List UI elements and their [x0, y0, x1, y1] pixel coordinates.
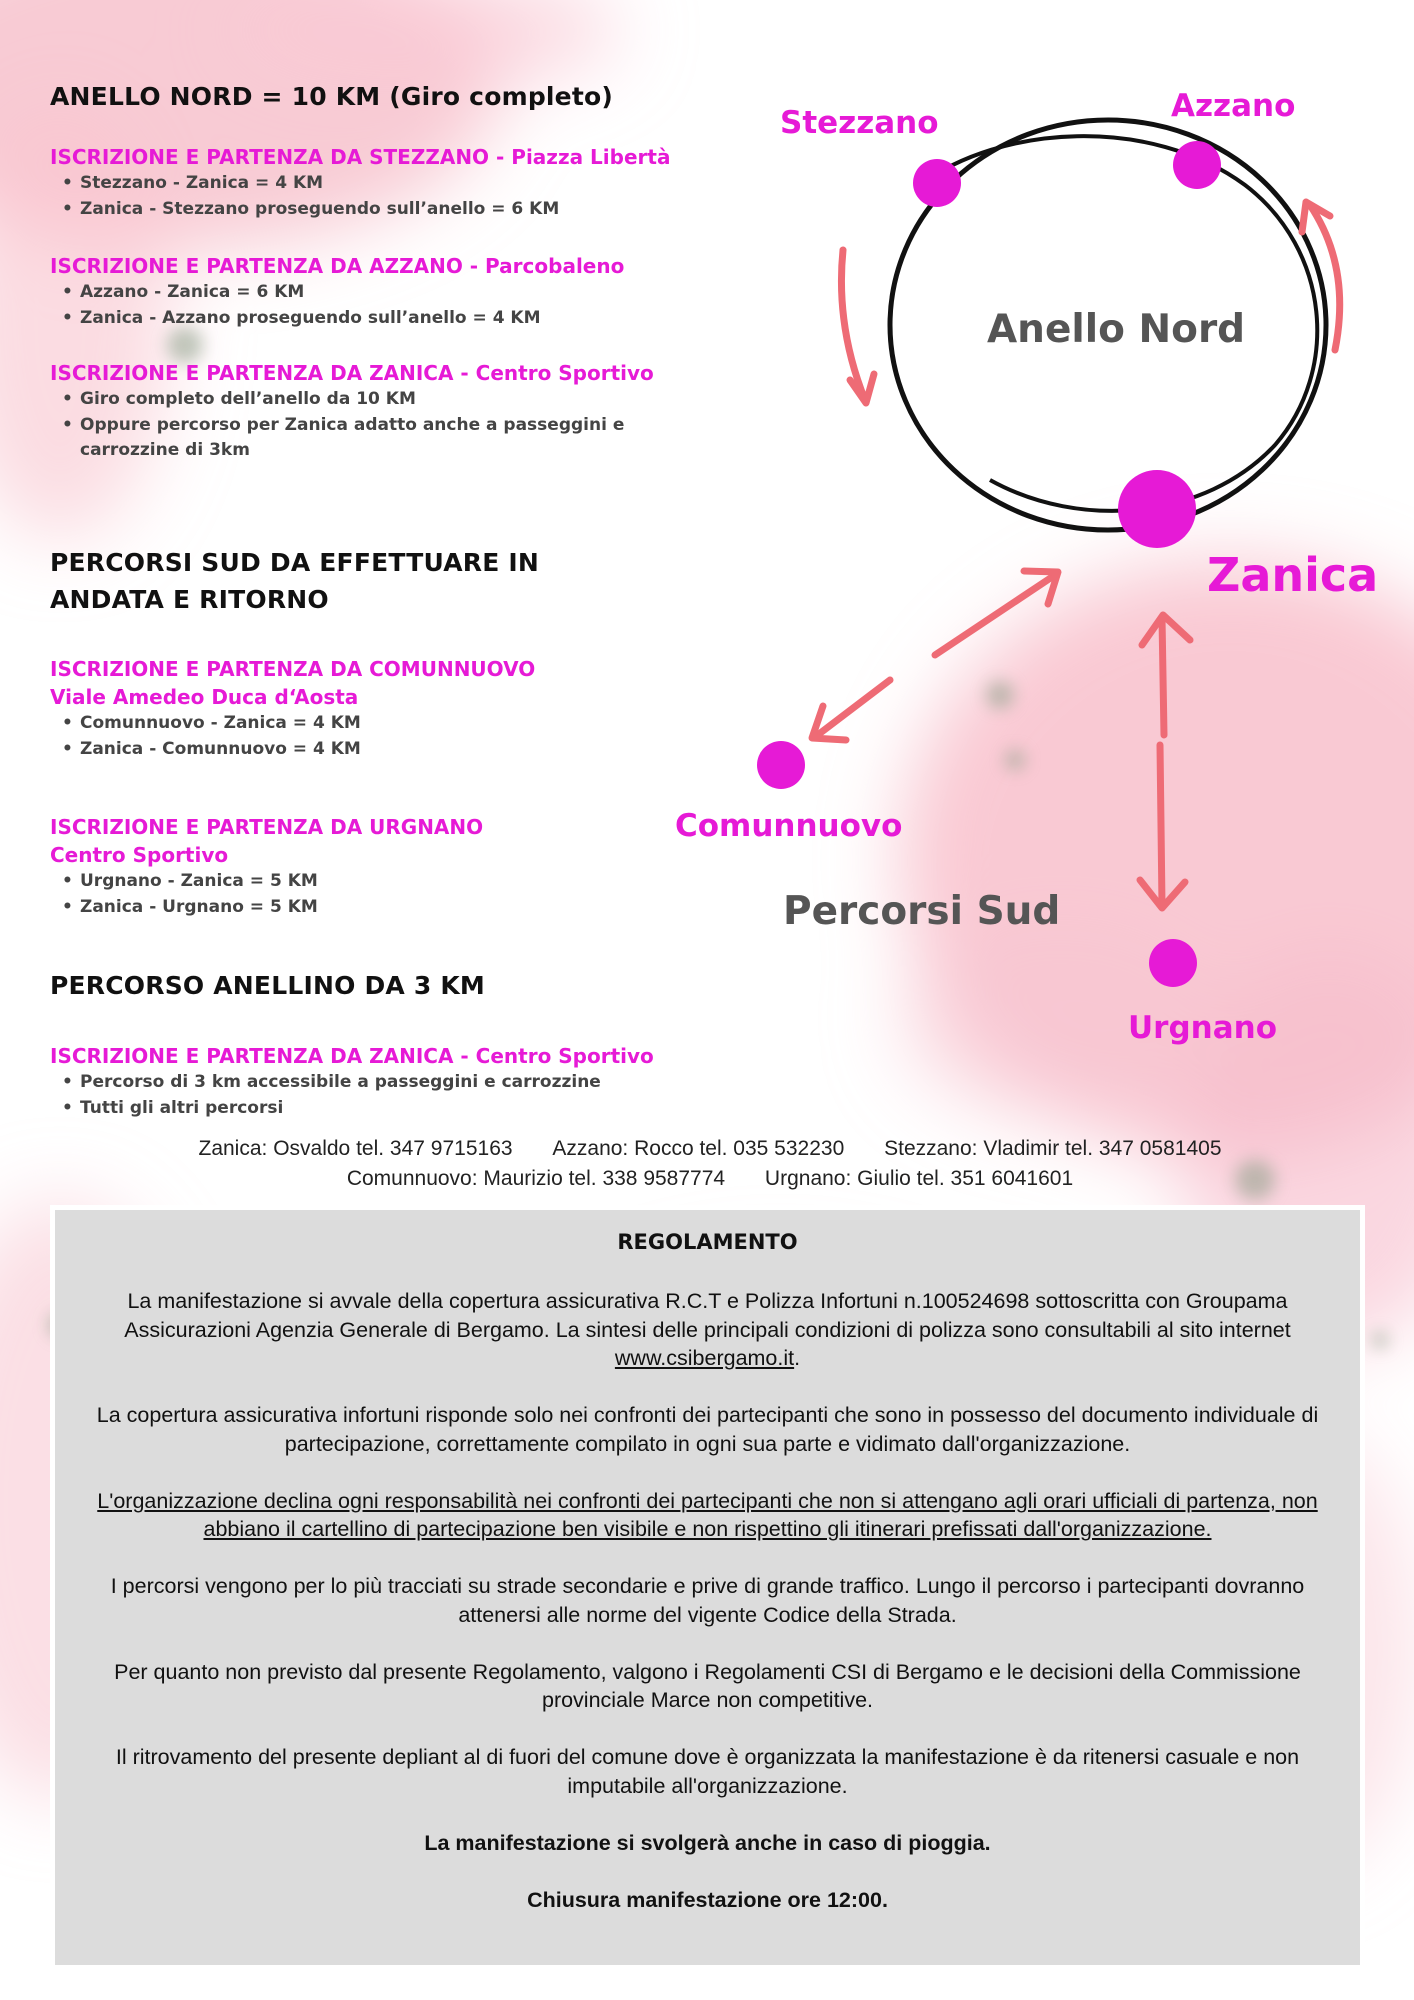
rules-closing-time: Chiusura manifestazione ore 12:00. [527, 1887, 888, 1912]
section-heading: ISCRIZIONE E PARTENZA DA COMUNNUOVO [50, 657, 536, 681]
section-subheading: Viale Amedeo Duca d‘Aosta [50, 685, 359, 709]
town-dots [757, 141, 1221, 987]
contacts-line-2 [150, 1163, 1270, 1194]
urgnano-dot [1149, 939, 1197, 987]
rules-paragraph: La copertura assicurativa infortuni risponde solo nei confronti dei partecipanti che sono in possesso del documento individuale di partecipazione, correttamente compilato in ogni sua parte e vidimato dall'organizzazione. [96, 1403, 1319, 1456]
list-item: • Tutti gli altri percorsi [80, 1096, 690, 1122]
comunnuovo-dot [757, 741, 805, 789]
map-label-azzano: Azzano [1171, 88, 1296, 124]
list-item: • Zanica - Stezzano proseguendo sull’anello = 6 KM [80, 197, 690, 223]
regolamento-box [55, 1210, 1360, 1965]
contacts-line-1 [150, 1133, 1270, 1164]
list-item: • Zanica - Comunnuovo = 4 KM [80, 737, 690, 763]
regolamento-body [80, 1287, 1335, 1943]
list-item: • Urgnano - Zanica = 5 KM [80, 869, 690, 895]
csi-website-link[interactable]: www.csibergamo.it [614, 1346, 795, 1370]
stezzano-dot [913, 159, 961, 207]
list-item: • Percorso di 3 km accessibile a passeggini e carrozzine [80, 1070, 690, 1096]
rules-paragraph: I percorsi vengono per lo più tracciati su strade secondarie e prive di grande traffico. Lungo il percorso i partecipanti dovranno attenersi alle norme del vigente Codice della Strada. [110, 1574, 1305, 1627]
map-title-anello-nord: Anello Nord [987, 307, 1246, 352]
list-item: • Zanica - Urgnano = 5 KM [80, 895, 690, 921]
map-label-comunnuovo: Comunnuovo [675, 808, 903, 844]
contact-urgnano: Urgnano: Giulio tel. 351 6041601 [764, 1167, 1074, 1190]
contact-stezzano: Stezzano: Vladimir tel. 347 0581405 [884, 1137, 1222, 1160]
contact-zanica: Zanica: Osvaldo tel. 347 9715163 [198, 1137, 513, 1160]
zanica-dot [1118, 470, 1196, 548]
regolamento-title: REGOLAMENTO [617, 1230, 798, 1254]
rules-paragraph: L'organizzazione declina ogni responsabilità nei confronti dei partecipanti che non si attengano agli orari ufficiali di partenza, non abbiano il cartellino di partecipazione ben visibile e non rispettino gli itinerari prefissati dall'organizzazione. [97, 1488, 1318, 1541]
list-item: • Comunnuovo - Zanica = 4 KM [80, 711, 690, 737]
list-item: • Zanica - Azzano proseguendo sull’anello = 4 KM [80, 306, 690, 332]
section-heading: ISCRIZIONE E PARTENZA DA ZANICA - Centro Sportivo [50, 1044, 654, 1068]
map-title-percorsi-sud: Percorsi Sud [783, 889, 1061, 934]
anello-nord-title: ANELLO NORD = 10 KM (Giro completo) [50, 82, 613, 111]
section-heading: ISCRIZIONE E PARTENZA DA STEZZANO - Piazza Libertà [50, 145, 671, 169]
title-line: ANDATA E RITORNO [50, 585, 329, 614]
azzano-dot [1173, 141, 1221, 189]
title-line: PERCORSI SUD DA EFFETTUARE IN [50, 548, 540, 577]
anellino-title: PERCORSO ANELLINO DA 3 KM [50, 971, 486, 1000]
section-heading: ISCRIZIONE E PARTENZA DA AZZANO - Parcobaleno [50, 254, 625, 278]
list-item: • Giro completo dell’anello da 10 KM [80, 387, 690, 413]
section-subheading: Centro Sportivo [50, 843, 229, 867]
map-label-zanica: Zanica [1207, 548, 1379, 602]
rules-paragraph [80, 1287, 1335, 1373]
list-item: • Oppure percorso per Zanica adatto anche a passeggini e carrozzine di 3km [80, 413, 690, 464]
section-heading: ISCRIZIONE E PARTENZA DA URGNANO [50, 815, 484, 839]
rules-text: La manifestazione si avvale della copertura assicurativa R.C.T e Polizza Infortuni n.100524698 sottoscritta con Groupama Assicurazioni Agenzia Generale di Bergamo. La sintesi delle principali condizioni di polizza sono consultabili al sito internet [124, 1289, 1291, 1342]
rules-paragraph: Il ritrovamento del presente depliant al di fuori del comune dove è organizzata la manifestazione è da ritenersi casuale e non imputabile all'organizzazione. [115, 1745, 1300, 1798]
section-heading: ISCRIZIONE E PARTENZA DA ZANICA - Centro Sportivo [50, 361, 654, 385]
list-item: • Stezzano - Zanica = 4 KM [80, 171, 690, 197]
rules-rain-note: La manifestazione si svolgerà anche in caso di pioggia. [424, 1830, 991, 1855]
list-item: • Azzano - Zanica = 6 KM [80, 280, 690, 306]
map-label-urgnano: Urgnano [1128, 1010, 1278, 1046]
contact-comunnuovo: Comunnuovo: Maurizio tel. 338 9587774 [346, 1167, 726, 1190]
rules-text: . [794, 1346, 801, 1370]
map-label-stezzano: Stezzano [780, 105, 939, 141]
rules-paragraph: Per quanto non previsto dal presente Regolamento, valgono i Regolamenti CSI di Bergamo e le decisioni della Commissione provinciale Marce non competitive. [114, 1659, 1301, 1712]
contact-azzano: Azzano: Rocco tel. 035 532230 [552, 1137, 845, 1160]
